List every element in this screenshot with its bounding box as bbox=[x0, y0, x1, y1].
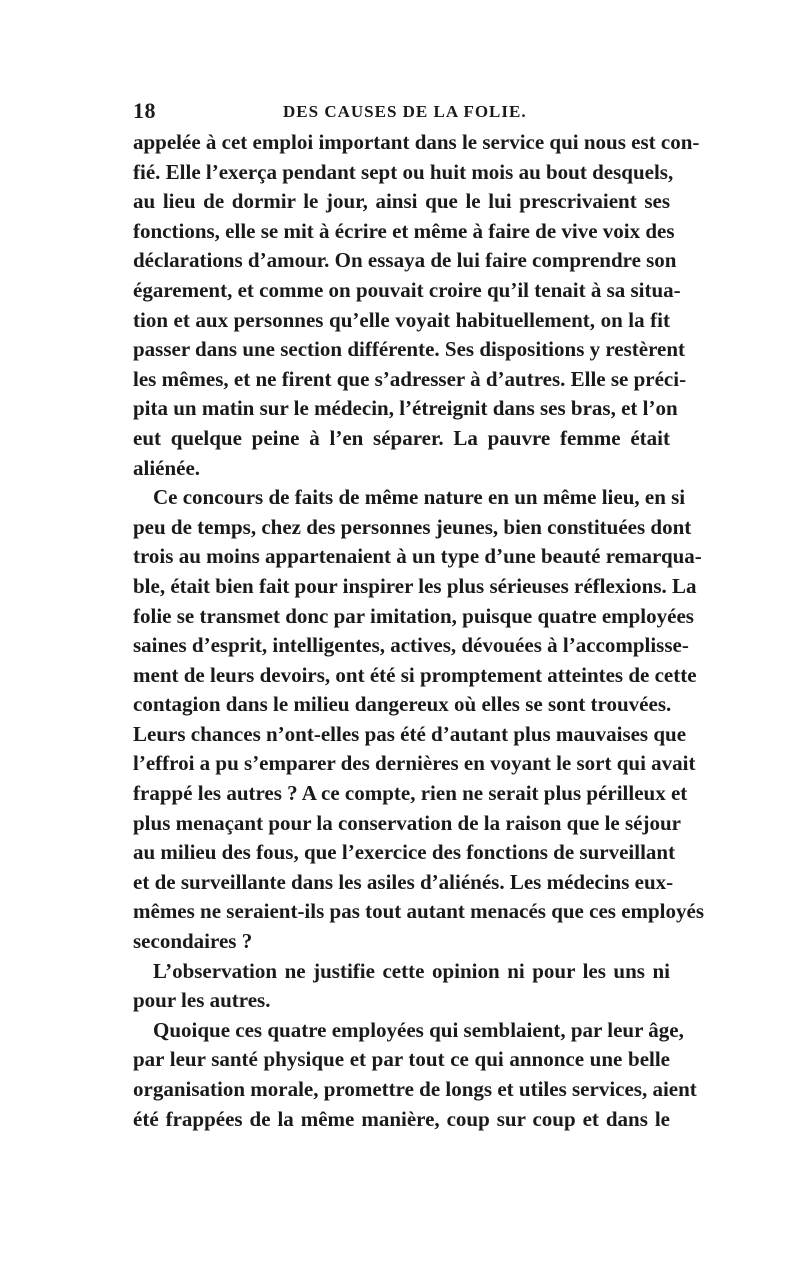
text-line: au lieu de dormir le jour, ainsi que le lui prescrivaient ses bbox=[133, 189, 670, 214]
text-line: appelée à cet emploi important dans le service qui nous est con- bbox=[133, 130, 700, 154]
running-title: DES CAUSES DE LA FOLIE. bbox=[283, 102, 527, 121]
text-line: mêmes ne seraient-ils pas tout autant menacés que ces employés bbox=[133, 899, 705, 924]
text-line: L’observation ne justifie cette opinion ni pour les uns ni bbox=[153, 958, 670, 983]
text-line: peu de temps, chez des personnes jeunes, bien constituées dont bbox=[133, 514, 692, 539]
text-line: eut quelque peine à l’en séparer. La pauvre femme était bbox=[133, 425, 670, 450]
text-line: pour les autres. bbox=[133, 988, 271, 1013]
text-line: Ce concours de faits de même nature en un même lieu, en si bbox=[153, 485, 686, 510]
text-line: fonctions, elle se mit à écrire et même à faire de vive voix des bbox=[133, 218, 675, 243]
page-header bbox=[133, 98, 670, 126]
text-line: au milieu des fous, que l’exercice des fonctions de surveillant bbox=[133, 840, 676, 865]
text-line: organisation morale, promettre de longs et utiles services, aient bbox=[133, 1077, 697, 1101]
text-line: passer dans une section différente. Ses dispositions y restèrent bbox=[133, 337, 686, 362]
text-line: par leur santé physique et par tout ce qui annonce une belle bbox=[133, 1047, 670, 1072]
text-line: plus menaçant pour la conservation de la raison que le séjour bbox=[133, 810, 681, 835]
text-line: été frappées de la même manière, coup sur coup et dans le bbox=[133, 1106, 670, 1131]
text-line: trois au moins appartenaient à un type d’une beauté remarqua- bbox=[133, 544, 702, 569]
text-line: ble, était bien fait pour inspirer les plus sérieuses réflexions. La bbox=[133, 573, 697, 598]
text-line: les mêmes, et ne firent que s’adresser à d’autres. Elle se préci- bbox=[133, 366, 687, 391]
text-line: secondaires ? bbox=[133, 929, 253, 954]
text-line: frappé les autres ? A ce compte, rien ne serait plus périlleux et bbox=[133, 781, 688, 806]
text-line: saines d’esprit, intelligentes, actives, dévouées à l’accomplisse- bbox=[133, 633, 689, 658]
text-line: fié. Elle l’exerça pendant sept ou huit mois au bout desquels, bbox=[133, 159, 674, 184]
page-number: 18 bbox=[133, 98, 156, 123]
text-line: Quoique ces quatre employées qui semblaient, par leur âge, bbox=[153, 1017, 684, 1042]
text-line: folie se transmet donc par imitation, puisque quatre employées bbox=[133, 603, 694, 628]
text-line: l’effroi a pu s’emparer des dernières en voyant le sort qui avait bbox=[133, 751, 696, 776]
text-line: pita un matin sur le médecin, l’étreignit dans ses bras, et l’on bbox=[133, 396, 678, 421]
text-line: Leurs chances n’ont-elles pas été d’autant plus mauvaises que bbox=[133, 721, 687, 746]
text-line: contagion dans le milieu dangereux où elles se sont trouvées. bbox=[133, 692, 672, 717]
text-line: ment de leurs devoirs, ont été si promptement atteintes de cette bbox=[133, 662, 697, 687]
text-line: déclarations d’amour. On essaya de lui faire comprendre son bbox=[133, 248, 677, 273]
body-text bbox=[133, 128, 705, 1134]
text-line: tion et aux personnes qu’elle voyait habituellement, on la fit bbox=[133, 307, 670, 332]
text-line: et de surveillante dans les asiles d’aliénés. Les médecins eux- bbox=[133, 869, 674, 894]
text-line: aliénée. bbox=[133, 455, 201, 480]
text-line: égarement, et comme on pouvait croire qu’il tenait à sa situa- bbox=[133, 277, 681, 302]
